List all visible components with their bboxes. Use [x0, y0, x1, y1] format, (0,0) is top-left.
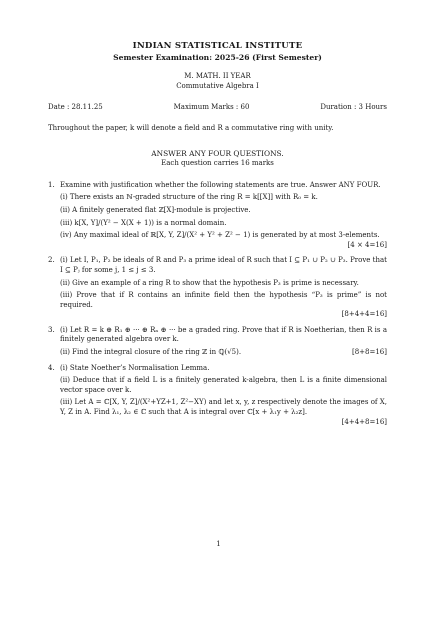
question-part-text: (ii) Find the integral closure of the ring ℤ in ℚ(√5). — [60, 348, 242, 357]
question-marks: [8+8=16] — [351, 348, 387, 357]
general-note: Throughout the paper, k will denote a field and R a commutative ring with unity. — [48, 123, 334, 132]
question-part: (i) State Noether’s Normalisation Lemma. — [60, 363, 210, 372]
question-3 — [48, 326, 387, 358]
question-part: (iii) Prove that if R contains an infinite field then the hypothesis “P₃ is prime” is not required. — [60, 291, 387, 309]
question-part: (iii) Let A = ℂ[X, Y, Z]/(X²+YZ+1, Z²−XY) and let x, y, z respectively denote the images of X, Y, Z in A. Find λ₁, λ₂ ∈ ℂ such that A is integral over ℂ[x + λ₁y + λ₂z]. — [60, 398, 387, 417]
question-part — [60, 348, 387, 358]
question-body — [60, 181, 387, 251]
page-number: 1 — [216, 540, 221, 548]
question-part: (i) There exists an ℕ-graded structure of the ring R = k[[X]] with R₀ = k. — [60, 193, 318, 202]
question-2 — [48, 256, 387, 320]
exam-date: Date : 28.11.25 — [48, 103, 103, 112]
question-4 — [48, 364, 387, 428]
institute-name: INDIAN STATISTICAL INSTITUTE — [132, 41, 303, 51]
question-body — [60, 364, 387, 428]
question-list — [48, 181, 387, 427]
exam-duration: Duration : 3 Hours — [320, 103, 387, 112]
question-1 — [48, 181, 387, 251]
course-name: M. MATH. II YEAR — [184, 72, 251, 81]
marks-instruction: Each question carries 16 marks — [161, 159, 274, 168]
max-marks: Maximum Marks : 60 — [173, 103, 250, 112]
question-body — [60, 326, 387, 358]
exam-meta-row — [48, 103, 387, 113]
exam-title: Semester Examination: 2025-26 (First Semester) — [113, 52, 322, 62]
question-number: 2. — [48, 256, 55, 265]
question-marks: [4+4+8=16] — [341, 417, 387, 426]
question-body — [60, 256, 387, 320]
question-part: (ii) Deduce that if a field L is a finitely generated k-algebra, then L is a finite dimensional vector space over k. — [60, 376, 387, 394]
answer-instruction: ANSWER ANY FOUR QUESTIONS. — [151, 148, 284, 158]
subject-name: Commutative Algebra I — [176, 81, 259, 90]
question-marks: [8+4+4=16] — [341, 310, 387, 319]
question-part: Examine with justification whether the following statements are true. Answer ANY FOUR. — [60, 180, 381, 189]
question-part: (ii) Give an example of a ring R to show that the hypothesis P₃ is prime is necessary. — [60, 278, 359, 287]
question-part: (i) Let R = k ⊕ R₁ ⊕ ··· ⊕ Rₙ ⊕ ··· be a graded ring. Prove that if R is Noetherian, then R is a finitely generated algebra over k. — [60, 325, 387, 344]
question-number: 1. — [48, 180, 55, 189]
question-part: (iii) k[X, Y]/(Y² − X(X + 1)) is a normal domain. — [60, 218, 227, 227]
question-part: (ii) A finitely generated flat ℤ[X]-module is projective. — [60, 205, 251, 214]
question-part — [60, 231, 387, 249]
question-marks: [4 × 4=16] — [347, 240, 387, 249]
question-number: 3. — [48, 325, 55, 334]
question-number: 4. — [48, 363, 55, 372]
question-part: (i) Let I, P₁, P₂ be ideals of R and P₃ a prime ideal of R such that I ⊆ P₁ ∪ P₂ ∪ P₃. Prove that I ⊆ Pⱼ for some j, 1 ≤ j ≤ 3. — [60, 256, 387, 274]
question-part-text: (iv) Any maximal ideal of ℝ[X, Y, Z]/(X² + Y² + Z² − 1) is generated by at most 3-elements. — [60, 231, 380, 240]
